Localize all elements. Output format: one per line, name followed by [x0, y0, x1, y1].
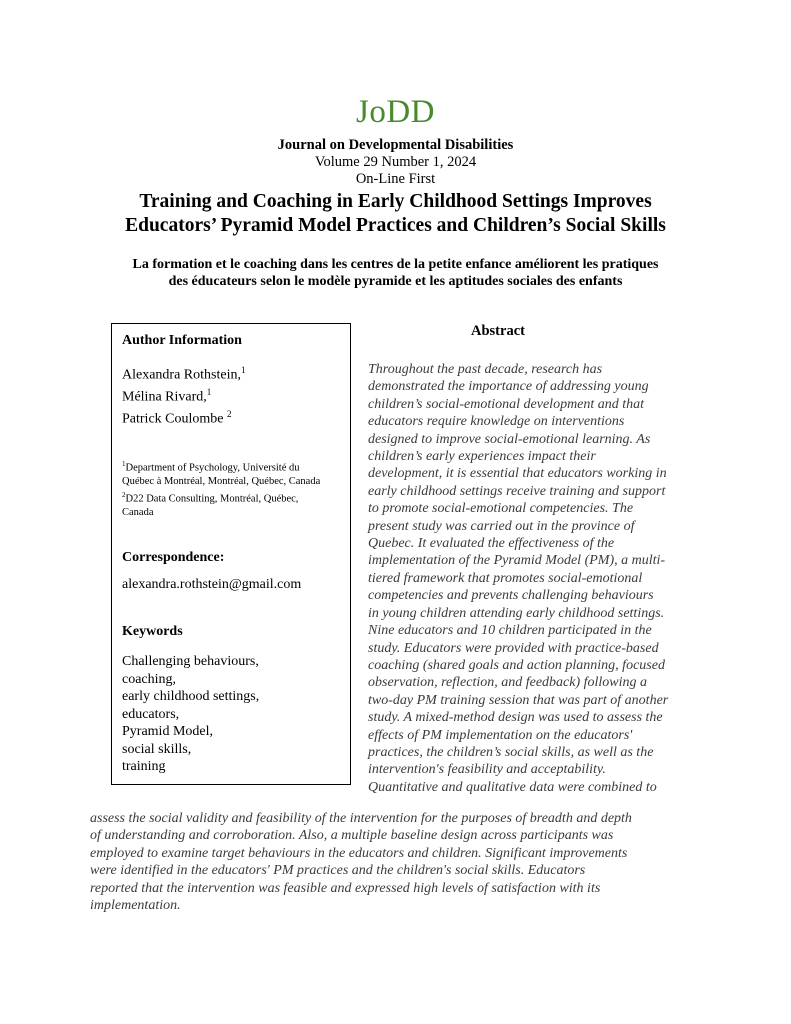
keyword: educators, [122, 706, 180, 722]
abstract-line: children’s social-emotional development and that [368, 396, 645, 412]
french-title [90, 256, 701, 290]
author-name: Alexandra Rothstein,$^1$ [122, 365, 246, 383]
author-name: Mélina Rivard,$^1$ [122, 387, 212, 405]
keyword: early childhood settings, [122, 689, 260, 705]
abstract-line: were identified in the educators' PM practices and the children's social skills. Educators [90, 863, 586, 879]
abstract-line: two-day PM training session that was part of another [368, 692, 669, 708]
abstract-line: implementation. [90, 898, 181, 914]
keyword: training [122, 759, 166, 775]
author-information-box [111, 323, 351, 785]
abstract-line: development, it is essential that educators working in [368, 466, 667, 482]
abstract-line: study. A mixed-method design was used to assess the [368, 710, 663, 726]
abstract-line: children’s early experiences impact their [368, 449, 596, 465]
correspondence-email: alexandra.rothstein@gmail.com [122, 577, 302, 593]
abstract-line: assess the social validity and feasibility of the intervention for the purposes of breadth and depth [90, 811, 632, 826]
abstract-line: reported that the intervention was feasible and expressed high levels of satisfaction with its [90, 880, 601, 896]
abstract-line: employed to examine target behaviours in the educators and children. Significant improvements [90, 845, 628, 861]
affiliation: $^1$Department of Psychology, Université du [122, 460, 300, 474]
abstract-line: competencies and prevents challenging behaviours [368, 588, 654, 604]
keyword: Challenging behaviours, [122, 654, 259, 670]
journal-name: Journal on Developmental Disabilities [277, 137, 514, 153]
article-title-line: Educators’ Pyramid Model Practices and Children’s Social Skills [125, 215, 666, 236]
keyword: social skills, [122, 741, 192, 757]
abstract-line: Nine educators and 10 children participated in the [368, 623, 652, 639]
abstract-wide-text [90, 810, 710, 914]
keyword-list [122, 653, 340, 776]
affiliation-cont: Québec à Montréal, Montréal, Québec, Canada [122, 476, 321, 488]
affiliation: $^2$D22 Data Consulting, Montréal, Québec, [122, 490, 299, 505]
abstract-line: educators require knowledge on interventions [368, 414, 625, 430]
affiliation-cont: Canada [122, 506, 154, 518]
abstract-line: Throughout the past decade, research has [368, 362, 603, 377]
journal-logo: JoDD [355, 94, 435, 130]
journal-volume: Volume 29 Number 1, 2024 [314, 154, 477, 170]
abstract-line: tiered framework that promotes social-emotional [368, 570, 643, 586]
abstract-line: intervention's feasibility and acceptability. [368, 762, 606, 778]
abstract-line: present study was carried out in the province of [368, 518, 635, 534]
abstract-line: coaching (shared goals and action planning, focused [368, 657, 665, 673]
abstract-line: early childhood settings receive training and support [368, 483, 666, 499]
correspondence-heading: Correspondence: [122, 550, 225, 566]
abstract-line: observation, reflection, and feedback) following a [368, 675, 648, 691]
author-name: Patrick Coulombe $^2$ [122, 409, 232, 427]
abstract-line: Quebec. It evaluated the effectiveness of the [368, 536, 615, 552]
abstract-line: designed to improve social-emotional learning. As [368, 431, 651, 447]
affiliations [122, 458, 340, 519]
article-title-line: Training and Coaching in Early Childhood Settings Improves [139, 191, 652, 212]
abstract-line: study. Educators were provided with practice-based [368, 640, 659, 656]
keywords-heading: Keywords [122, 624, 183, 640]
keyword: Pyramid Model, [122, 724, 213, 740]
abstract-line: in young children attending early childhood settings. [368, 605, 665, 621]
author-info-heading: Author Information [122, 333, 242, 348]
abstract-line: Quantitative and qualitative data were combined to [368, 779, 657, 795]
abstract-line: of understanding and corroboration. Also, a multiple baseline design across participants was [90, 828, 614, 844]
abstract-line: practices, the children’s social skills, as well as the [368, 744, 654, 760]
abstract-column-text [368, 361, 713, 796]
french-title-line: des éducateurs selon le modèle pyramide et les aptitudes sociales des enfants [168, 274, 623, 289]
abstract-line: demonstrated the importance of addressing young [368, 379, 649, 395]
french-title-line: La formation et le coaching dans les centres de la petite enfance améliorent les pratiques [132, 257, 659, 272]
abstract-heading: Abstract [471, 323, 525, 339]
abstract-line: effects of PM implementation on the educators' [368, 727, 633, 743]
author-list [122, 362, 340, 428]
journal-online-first: On-Line First [355, 171, 436, 187]
keyword: coaching, [122, 671, 177, 687]
abstract-line: to promote social-emotional competencies. The [368, 501, 634, 517]
article-title [0, 190, 791, 238]
abstract-line: implementation of the Pyramid Model (PM), a multi- [368, 553, 666, 569]
